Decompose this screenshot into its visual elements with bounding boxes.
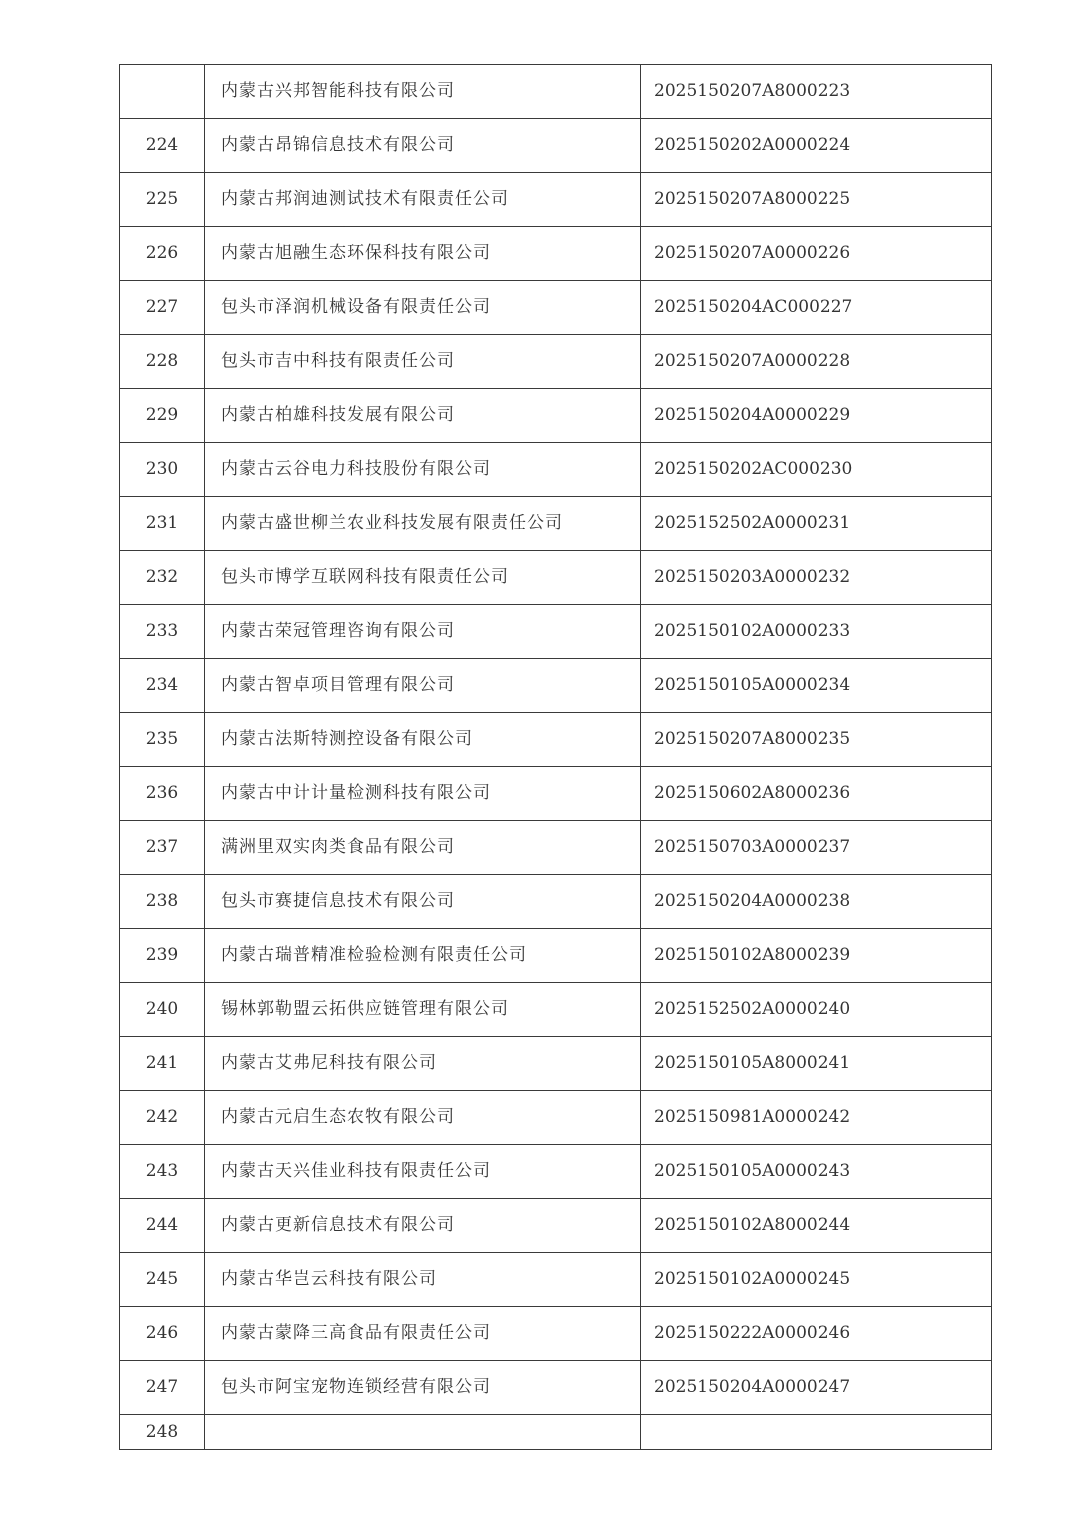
registration-code: 2025150102A0000245	[641, 1253, 992, 1307]
table-row	[120, 497, 992, 551]
registration-code: 2025150703A0000237	[641, 821, 992, 875]
row-number: 236	[120, 767, 205, 821]
registration-code: 2025152502A0000240	[641, 983, 992, 1037]
company-name: 内蒙古荣冠管理咨询有限公司	[205, 605, 641, 659]
table-row	[120, 713, 992, 767]
company-name: 包头市阿宝宠物连锁经营有限公司	[205, 1361, 641, 1415]
company-name: 包头市博学互联网科技有限责任公司	[205, 551, 641, 605]
company-name: 包头市吉中科技有限责任公司	[205, 335, 641, 389]
company-name: 内蒙古华岂云科技有限公司	[205, 1253, 641, 1307]
row-number: 232	[120, 551, 205, 605]
table-row	[120, 659, 992, 713]
registration-code	[641, 1415, 992, 1450]
row-number: 237	[120, 821, 205, 875]
company-name: 满洲里双实肉类食品有限公司	[205, 821, 641, 875]
row-number: 240	[120, 983, 205, 1037]
registration-code: 2025150203A0000232	[641, 551, 992, 605]
table-row	[120, 1199, 992, 1253]
row-number: 227	[120, 281, 205, 335]
row-number: 242	[120, 1091, 205, 1145]
company-name: 内蒙古邦润迪测试技术有限责任公司	[205, 173, 641, 227]
company-name: 内蒙古昂锦信息技术有限公司	[205, 119, 641, 173]
company-name: 内蒙古更新信息技术有限公司	[205, 1199, 641, 1253]
company-name: 内蒙古天兴佳业科技有限责任公司	[205, 1145, 641, 1199]
registration-code: 2025150204A0000247	[641, 1361, 992, 1415]
row-number: 247	[120, 1361, 205, 1415]
registration-code: 2025152502A0000231	[641, 497, 992, 551]
table-row	[120, 1307, 992, 1361]
registration-code: 2025150207A8000235	[641, 713, 992, 767]
row-number: 228	[120, 335, 205, 389]
row-number: 235	[120, 713, 205, 767]
row-number: 248	[120, 1415, 205, 1450]
table-row	[120, 335, 992, 389]
registration-code: 2025150207A0000228	[641, 335, 992, 389]
row-number: 234	[120, 659, 205, 713]
registration-code: 2025150207A0000226	[641, 227, 992, 281]
row-number: 244	[120, 1199, 205, 1253]
table-row	[120, 605, 992, 659]
company-name: 包头市泽润机械设备有限责任公司	[205, 281, 641, 335]
table-row	[120, 281, 992, 335]
row-number: 241	[120, 1037, 205, 1091]
table-row	[120, 227, 992, 281]
company-name	[205, 1415, 641, 1450]
company-name: 内蒙古柏雄科技发展有限公司	[205, 389, 641, 443]
table-row	[120, 821, 992, 875]
registration-code: 2025150102A0000233	[641, 605, 992, 659]
row-number: 226	[120, 227, 205, 281]
row-number	[120, 65, 205, 119]
row-number: 243	[120, 1145, 205, 1199]
registration-code: 2025150207A8000225	[641, 173, 992, 227]
table-body	[120, 65, 992, 1450]
company-name: 锡林郭勒盟云拓供应链管理有限公司	[205, 983, 641, 1037]
registration-code: 2025150602A8000236	[641, 767, 992, 821]
table-row	[120, 929, 992, 983]
registration-code: 2025150105A0000234	[641, 659, 992, 713]
table-row	[120, 1091, 992, 1145]
company-name: 内蒙古蒙降三高食品有限责任公司	[205, 1307, 641, 1361]
company-name: 内蒙古盛世柳兰农业科技发展有限责任公司	[205, 497, 641, 551]
registration-code: 2025150102A8000239	[641, 929, 992, 983]
company-name: 内蒙古云谷电力科技股份有限公司	[205, 443, 641, 497]
table-row	[120, 173, 992, 227]
registration-code: 2025150981A0000242	[641, 1091, 992, 1145]
row-number: 230	[120, 443, 205, 497]
registration-code: 2025150204A0000238	[641, 875, 992, 929]
registration-code: 2025150102A8000244	[641, 1199, 992, 1253]
company-name: 包头市赛捷信息技术有限公司	[205, 875, 641, 929]
table-row	[120, 119, 992, 173]
row-number: 238	[120, 875, 205, 929]
row-number: 224	[120, 119, 205, 173]
row-number: 231	[120, 497, 205, 551]
row-number: 246	[120, 1307, 205, 1361]
table-row	[120, 767, 992, 821]
table-row	[120, 1253, 992, 1307]
table-row	[120, 983, 992, 1037]
row-number: 245	[120, 1253, 205, 1307]
registration-code: 2025150204AC000227	[641, 281, 992, 335]
company-name: 内蒙古元启生态农牧有限公司	[205, 1091, 641, 1145]
table-row	[120, 1037, 992, 1091]
registration-code: 2025150222A0000246	[641, 1307, 992, 1361]
company-name: 内蒙古瑞普精准检验检测有限责任公司	[205, 929, 641, 983]
table-row	[120, 1415, 992, 1450]
table-row	[120, 65, 992, 119]
table-row	[120, 1361, 992, 1415]
table-row	[120, 389, 992, 443]
table-row	[120, 1145, 992, 1199]
company-list-table	[119, 64, 992, 1450]
row-number: 239	[120, 929, 205, 983]
table-row	[120, 551, 992, 605]
registration-code: 2025150105A0000243	[641, 1145, 992, 1199]
company-name: 内蒙古智卓项目管理有限公司	[205, 659, 641, 713]
table-row	[120, 443, 992, 497]
company-name: 内蒙古艾弗尼科技有限公司	[205, 1037, 641, 1091]
registration-code: 2025150204A0000229	[641, 389, 992, 443]
company-name: 内蒙古法斯特测控设备有限公司	[205, 713, 641, 767]
registration-code: 2025150207A8000223	[641, 65, 992, 119]
row-number: 229	[120, 389, 205, 443]
table-row	[120, 875, 992, 929]
row-number: 233	[120, 605, 205, 659]
company-name: 内蒙古旭融生态环保科技有限公司	[205, 227, 641, 281]
company-name: 内蒙古兴邦智能科技有限公司	[205, 65, 641, 119]
company-name: 内蒙古中计计量检测科技有限公司	[205, 767, 641, 821]
registration-code: 2025150202AC000230	[641, 443, 992, 497]
registration-code: 2025150105A8000241	[641, 1037, 992, 1091]
registration-code: 2025150202A0000224	[641, 119, 992, 173]
row-number: 225	[120, 173, 205, 227]
